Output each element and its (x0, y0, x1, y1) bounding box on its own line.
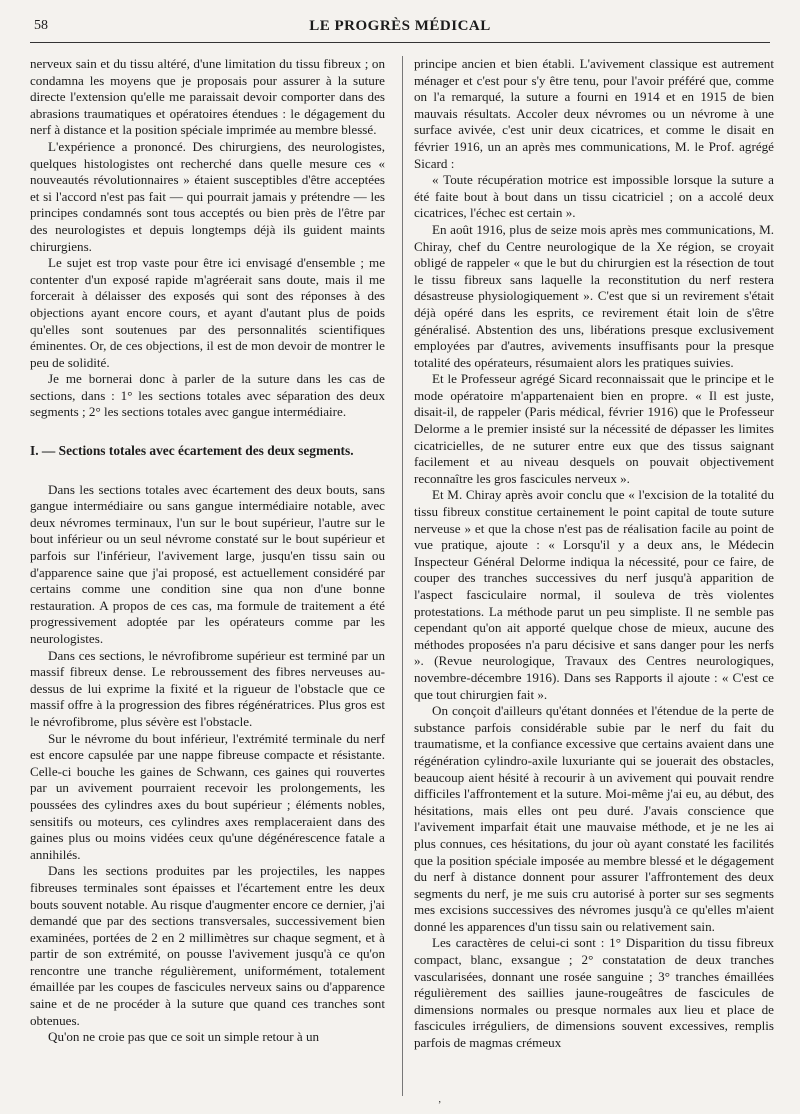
paragraph: L'expérience a prononcé. Des chirurgiens, des neurologistes, quelques histologistes ont recherché dans quelle mesure ces « nouveautés révolutionnaires » étaient susceptibles d'être acceptées et si l'accord n'est pas fait — qui pourrait jamais y prétendre — les principes condamnés sont tous acceptés ou bien près de l'être par des neurologistes et depuis longtemps déjà ils guident maints chirurgiens. (30, 138, 385, 254)
journal-title: LE PROGRÈS MÉDICAL (309, 18, 491, 34)
paragraph: Et M. Chiray après avoir conclu que « l'excision de la totalité du tissu fibreux constitue certainement le point capital de toute suture nerveuse » et que la chose n'est pas de réalisation facile au point de vue pratique, ajoute : « Lorsqu'il y a deux ans, le Médecin Inspecteur Général Delorme indiqua la nécessité, pour ce faire, de couper des tranches successives du nerf jusqu'à apparition de l'aspect fasciculaire normal, il souleva de très violentes protestations. La méthode parut un peu simpliste. Il ne semble pas cependant qu'on ait apporté quelque chose de mieux, aucune des méthodes proposées n'a paru décisive et sans danger pour les nerfs ». (Revue neurologique, Travaux des Centres neurologiques, novembre-décembre 1916). Dans ses Rapports il ajoute : « C'est ce que tout chirurgien fait ». (414, 487, 774, 702)
column-divider (402, 56, 403, 1096)
paragraph: On conçoit d'ailleurs qu'étant données et l'étendue de la perte de substance parfois considérable subie par le nerf du fait du traumatisme, et la confiance excessive que certains avaient dans une régénération cylindro-axile luxuriante qui se jouerait des obstacles, beaucoup aient hésité à recourir à un avivement qui pouvait rendre difficiles l'affrontement et la suture. Moi-même j'ai eu, au début, des hésitations, mais elles ont peu duré. J'avais conscience que l'avivement imparfait était une mauvaise méthode, et je ne les ai plus connues, ces hésitations, du jour où ayant constaté les facilités que la position spéciale imposée au membre blessé et le dégagement du nerf à distance donnent pour assurer l'affrontement des deux segments du nerf, je me suis cru autorisé à porter sur ses segments mes excisions successives des névromes jusqu'à ce qu'elles m'aient donné les apparences d'un tissu sain ou relativement sain. (414, 703, 774, 934)
paragraph: Dans les sections totales avec écartement des deux bouts, sans gangue intermédiaire ou sans gangue intermédiaire notable, avec deux névromes terminaux, l'un sur le bout supérieur, l'autre sur le bout inférieur ou un seul névrome constaté sur le bout supérieur et parfois sur l'inférieur, l'avivement large, jusqu'en tissu sain ou d'apparence saine que j'ai proposé, est actuellement considéré par certains comme une condition sine qua non d'une bonne restauration. A propos de ces cas, ma formule de traitement a été progressivement adoptée par les opérateurs comme par les neurologistes. (30, 481, 385, 646)
paragraph: En août 1916, plus de seize mois après mes communications, M. Chiray, chef du Centre neurologique de la Xe région, se croyait obligé de rappeler « que le but du chirurgien est la résection de tout le tissu fibreux sans laquelle la reconstitution du nerf restera désastreuse physiologiquement ». C'est que si un revirement s'était déjà opéré dans les esprits, ce revirement était loin de s'être généralisé. Abstention des uns, libérations presque exclusivement employées par d'autres, avivements insuffisants pour la presque totalité des opérateurs, résumaient alors les pratiques suivies. (414, 221, 774, 370)
paragraph: Dans les sections produites par les projectiles, les nappes fibreuses terminales sont épaisses et l'écartement entre les deux bouts souvent notable. Au risque d'augmenter encore ce dernier, j'ai demandé que par des sections transversales, successivement bien examinées, portées de 2 en 2 millimètres sur chaque segment, et à partir de son extrémité, on pousse l'avivement jusqu'à ce qu'on rencontre une tranche régulièrement, uniformément, totalement émaillée par les coupes de fascicules nerveux sains ou d'apparence saine et de ne procéder à la suture que quand ces tranches sont obtenues. (30, 863, 385, 1028)
paragraph: Dans ces sections, le névrofibrome supérieur est terminé par un massif fibreux dense. Le rebroussement des fibres nerveuses au-dessus de lui exprime la fixité et la rigueur de l'obstacle que ce massif offre à la progression des fibres régénératrices. Plus gros est le névrofibrome, plus sévère est l'obstacle. (30, 647, 385, 729)
paragraph: Et le Professeur agrégé Sicard reconnaissait que le principe et le mode opératoire m'appartenaient bien en propre. « Il est juste, disait-il, de rappeler (Paris médical, février 1916) que le Professeur Delorme a le premier insisté sur la nécessité de dépasser les limites cicatricielles, de ne suturer entre eux que des tissus saignant facilement et au niveau desquels on pouvait objectivement reconnaître les gros fascicules nerveux ». (414, 371, 774, 486)
paragraph: Le sujet est trop vaste pour être ici envisagé d'ensemble ; me contenter d'un exposé rapide m'agréerait sans doute, mais il me forcerait à délaisser des exposés qui sont des réponses à des objections ayant encore cours, et ayant d'autant plus de poids qu'elles sont soutenues par des personnalités scientifiques éminentes. Or, de ces objections, il est de mon devoir de montrer le peu de solidité. (30, 255, 385, 370)
page-header (30, 14, 770, 43)
paragraph: Les caractères de celui-ci sont : 1° Disparition du tissu fibreux compact, blanc, exsangue ; 2° constatation de deux tranches vascularisées, donnant une rosée sanguine ; 3° tranches émaillées régulièrement des saillies jaune-rougeâtres de fascicules de dimensions normales ou presque normales aux lieu et place de fascicules irréguliers, de dimensions souvent excessives, remplis parfois de magmas crémeux (414, 935, 774, 1051)
paragraph: Sur le névrome du bout inférieur, l'extrémité terminale du nerf est encore capsulée par une nappe fibreuse compacte et résistante. Celle-ci bouche les gaines de Schwann, ces gaines qui rouvertes par un avivement pourraient recevoir les prolongements, les poussées des cylindres axes du bout supérieur ; éléments nobles, sensitifs ou moteurs, ces cylindres axes remplaceraient dans des gaines plus ou moins vidées ceux qu'une dégénérescence fatale a annihilés. (30, 730, 385, 862)
paragraph: Je me bornerai donc à parler de la suture dans les cas de sections, dans : 1° les sections totales avec séparation des deux segments ; 2° les sections totales avec gangue intermédiaire. (30, 371, 385, 420)
left-column (30, 56, 385, 1046)
footer-mark: ‚ (438, 1094, 442, 1105)
page-number: 58 (34, 18, 48, 33)
section-heading: I. — Sections totales avec écartement des deux segments. (30, 443, 354, 459)
paragraph: nerveux sain et du tissu altéré, d'une limitation du tissu fibreux ; on condamna les moyens que je proposais pour assurer à la suture directe l'extension qu'elle me paraissait devoir comporter dans des abrasions traumatiques et opératoires étendues : le dégagement du nerf à distance et la position spéciale imprimée au membre blessé. (30, 56, 385, 138)
paragraph: Qu'on ne croie pas que ce soit un simple retour à un (48, 1029, 320, 1045)
quotation: « Toute récupération motrice est impossible lorsque la suture a été faite bout à bout dans un tissu cicatriciel ; on a accolé deux cicatrices, l'échec est certain ». (414, 172, 774, 221)
paragraph: principe ancien et bien établi. L'avivement classique est autrement ménager et c'est pour s'y être tenu, pour l'avoir préféré que, comme on l'a remarqué, la suture a fourni en 1914 et en 1915 de bien mauvais résultats. Accoler deux névromes ou un névrome à une surface avivée, c'est unir deux cicatrices, et comme le disait en février 1916, un an après mes communications, M. le Prof. agrégé Sicard : (414, 56, 774, 171)
right-column (414, 56, 774, 1052)
